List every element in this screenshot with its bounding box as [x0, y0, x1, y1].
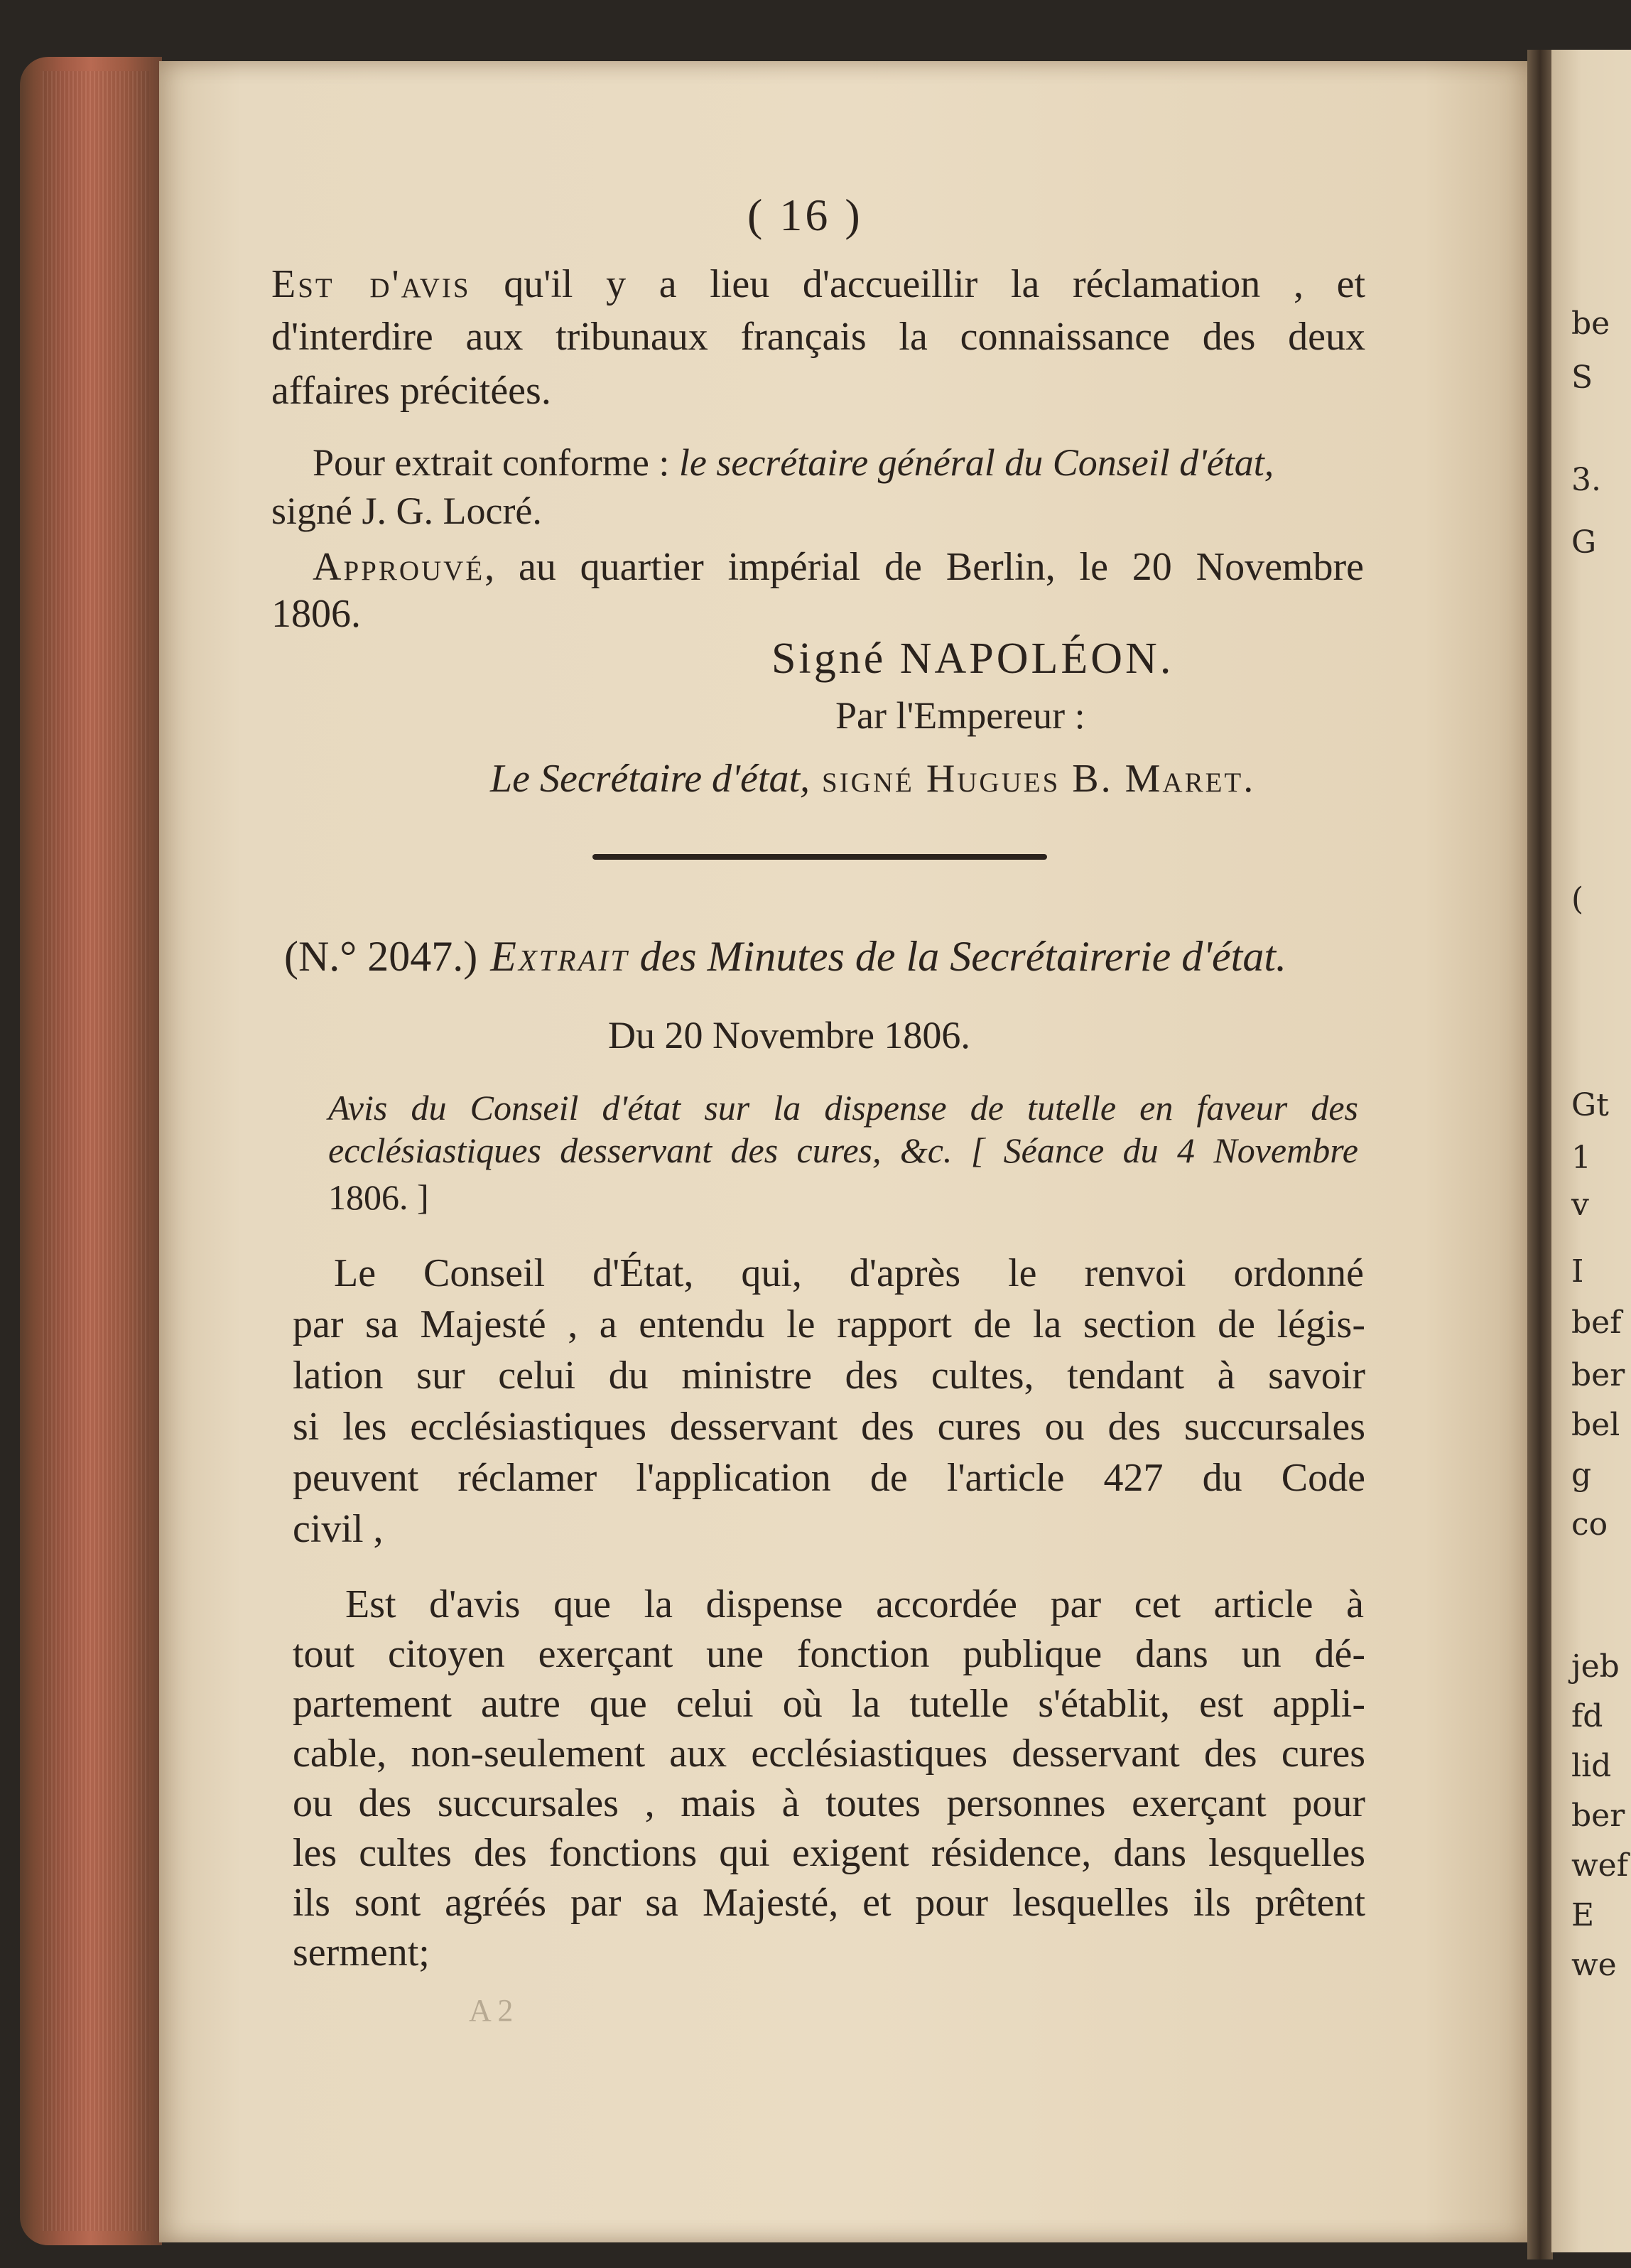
page-edge-texture: [43, 71, 149, 2231]
text-line: [271, 264, 1365, 304]
text-line: cable, non-seulement aux ecclésiastiques desservant des cures: [293, 1732, 1365, 1776]
approval-line: [313, 547, 1364, 587]
avis-title-line: Avis du Conseil d'état sur la dispense de tutelle en faveur des: [328, 1088, 1358, 1128]
text-fragment: des Minutes de la Secrétairerie d'état.: [629, 933, 1286, 980]
text-fragment: Pour extrait conforme :: [313, 441, 679, 484]
text-line: ou des succursales , mais à toutes personnes exerçant pour: [293, 1781, 1365, 1825]
text-fragment: , au quartier impérial de Berlin, le 20 Novembre: [484, 545, 1364, 589]
facing-fragment: I: [1571, 1253, 1584, 1290]
facing-fragment: wef: [1571, 1847, 1628, 1884]
facing-fragment: bef: [1571, 1305, 1622, 1341]
facing-fragment: E: [1571, 1897, 1595, 1933]
avis-title-line: 1806. ]: [328, 1177, 429, 1217]
extract-line: [313, 443, 1274, 482]
facing-fragment: ber: [1571, 1798, 1625, 1834]
text-line: serment;: [293, 1930, 430, 1975]
facing-fragment: G: [1571, 524, 1597, 561]
signature-napoleon: Signé NAPOLÉON.: [771, 634, 1174, 683]
page-number: ( 16 ): [747, 190, 863, 240]
text-line: Le Conseil d'État, qui, d'après le renvoi ordonné: [334, 1251, 1364, 1295]
facing-fragment: be: [1571, 306, 1610, 342]
facing-fragment: 3.: [1571, 462, 1601, 498]
facing-fragment: lid: [1571, 1748, 1612, 1784]
section-divider: [592, 854, 1047, 860]
facing-fragment: we: [1571, 1947, 1617, 1983]
text-fragment: Approuvé: [313, 545, 485, 589]
text-fragment: Extrait: [477, 933, 629, 980]
text-line: Est d'avis que la dispense accordée par cet article à: [345, 1582, 1364, 1626]
facing-fragment: Gt: [1571, 1087, 1609, 1123]
text-line: civil ,: [293, 1507, 384, 1551]
text-fragment: qu'il y a lieu d'accueillir la réclamation , et: [470, 262, 1366, 306]
text-line: par sa Majesté , a entendu le rapport de la section de légis-: [293, 1302, 1365, 1346]
facing-fragment: g: [1571, 1457, 1592, 1493]
facing-fragment: (: [1571, 881, 1584, 917]
text-line: d'interdire aux tribunaux français la connaissance des deux: [271, 315, 1365, 359]
text-line: les cultes des fonctions qui exigent résidence, dans lesquelles: [293, 1831, 1365, 1875]
text-fragment: (N.° 2047.): [284, 933, 478, 980]
text-fragment: Le Secrétaire d'état,: [490, 757, 810, 801]
facing-fragment: v: [1571, 1187, 1589, 1223]
text-line: tout citoyen exerçant une fonction publique dans un dé-: [293, 1632, 1365, 1676]
facing-fragment: S: [1571, 360, 1593, 396]
facing-fragment: jeb: [1571, 1648, 1620, 1685]
text-line: si les ecclésiastiques desservant des cures ou des succursales: [293, 1405, 1365, 1449]
avis-title-line: ecclésiastiques desservant des cures, &c. [ Séance du 4 Novembre: [328, 1130, 1358, 1170]
facing-fragment: fd: [1571, 1698, 1603, 1734]
text-fragment: signé Hugues B. Maret.: [810, 757, 1256, 801]
secretary-signature: [490, 759, 1255, 799]
facing-fragment: ber: [1571, 1357, 1625, 1393]
text-fragment: le secrétaire général du Conseil d'état,: [678, 441, 1274, 484]
extract-heading: [284, 935, 1286, 978]
extract-date: Du 20 Novembre 1806.: [608, 1014, 970, 1057]
facing-fragment: bel: [1571, 1407, 1620, 1443]
text-line: signé J. G. Locré.: [271, 490, 542, 532]
facing-fragment: 1: [1571, 1140, 1591, 1176]
facing-fragment: co: [1571, 1506, 1608, 1543]
text-line: affaires précitées.: [271, 369, 551, 413]
text-line: peuvent réclamer l'application de l'article 427 du Code: [293, 1456, 1365, 1500]
est-davis-lead: Est d'avis: [271, 262, 471, 306]
par-empereur: Par l'Empereur :: [835, 694, 1085, 737]
text-line: 1806.: [271, 592, 361, 636]
book-gutter: [1527, 50, 1553, 2259]
text-line: ils sont agréés par sa Majesté, et pour lesquelles ils prêtent: [293, 1881, 1365, 1925]
text-line: partement autre que celui où la tutelle s'établit, est appli-: [293, 1682, 1365, 1726]
signature-mark: A 2: [469, 1993, 514, 2028]
text-line: lation sur celui du ministre des cultes, tendant à savoir: [293, 1354, 1365, 1398]
